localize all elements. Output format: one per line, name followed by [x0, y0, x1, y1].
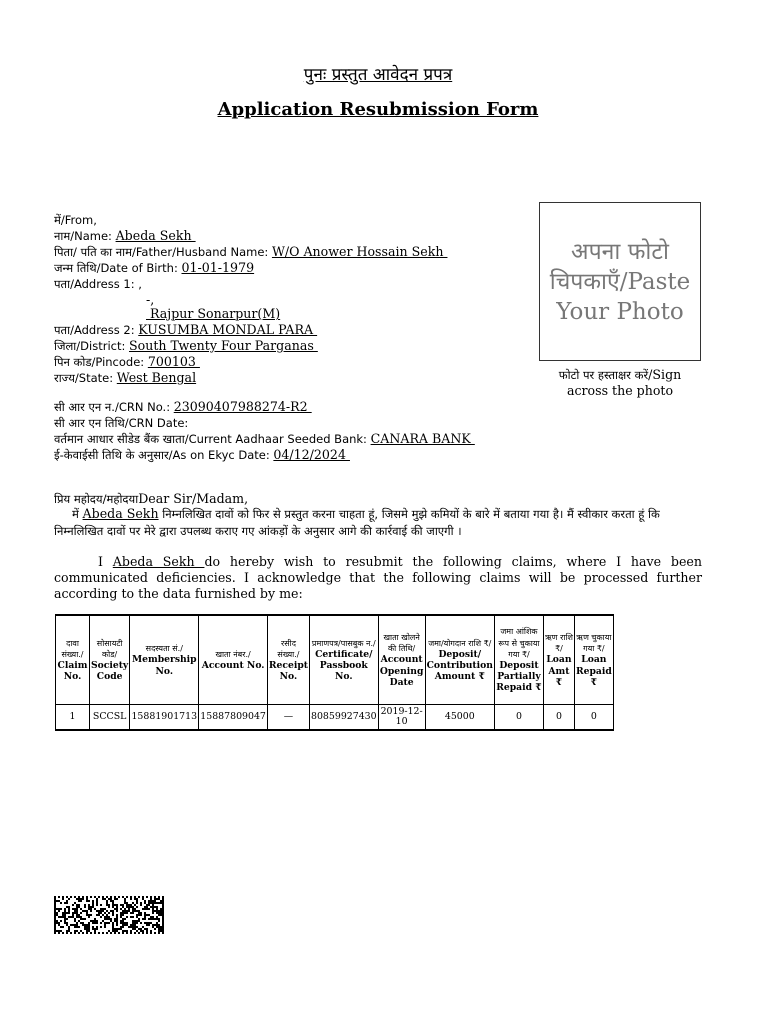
barcode-icon [54, 896, 164, 934]
title-hindi: पुनः प्रस्तुत आवेदन प्रपत्र [303, 65, 453, 85]
district-value: South Twenty Four Parganas [129, 338, 318, 353]
eng-body: do hereby wish to resubmit the following claims, where I have been communicated deficiencies. I acknowledge that the following claims will be processed further according to the data furnished by me: [54, 554, 702, 601]
sign-instruction [530, 367, 710, 399]
col-membership-no: सदस्यता सं./ Membership No. [130, 615, 199, 705]
col-deposit-amount: जमा/योगदान राशि ₹/ Deposit/ Contribution Amount ₹ [425, 615, 494, 705]
state-label: राज्य/State: [54, 371, 117, 385]
cell-claim-no: 1 [56, 705, 90, 731]
table-header-row [56, 615, 614, 705]
salutation-hi: प्रिय महोदय/महोदया [54, 492, 139, 506]
state-value: West Bengal [116, 370, 197, 385]
table-row [56, 705, 614, 731]
sign-line2: across the photo [566, 383, 674, 398]
crn-details [54, 399, 475, 463]
cell-partially-repaid: 0 [494, 705, 543, 731]
address2-value: KUSUMBA MONDAL PARA [138, 322, 318, 337]
claims-table [55, 614, 614, 731]
address1-line2: -, [146, 292, 155, 307]
cell-membership-no: 15881901713 [130, 705, 199, 731]
salutation-en: Dear Sir/Madam, [138, 491, 249, 506]
applicant-details [54, 212, 447, 386]
father-label: पिता/ पति का नाम/Father/Husband Name: [54, 245, 272, 259]
ekyc-label: ई-केवाईसी तिथि के अनुसार/As on Ekyc Date: [54, 448, 274, 462]
crn-value: 23090407988274-R2 [173, 399, 312, 414]
col-opening-date: खाता खोलने की तिथि/ Account Opening Date [378, 615, 425, 705]
cell-certificate-no: 80859927430 [310, 705, 379, 731]
hindi-body: निम्नलिखित दावों को फिर से प्रस्तुत करना चाहता हूं, जिसमे मुझे कमियों के बारे में बताया गया है। मैं स्वीकार करता हूं कि निम्नलिखित दावों पर मेरे द्वारा उपलब्ध कराए गए आंकड़ों के अनुसार आगे की कार्रवाई की जाएगी । [54, 507, 660, 538]
crn-label: सी आर एन न./CRN No.: [54, 400, 174, 414]
cell-account-no: 15887809047 [199, 705, 268, 731]
dob-label: जन्म तिथि/Date of Birth: [54, 261, 182, 275]
hindi-declaration [54, 505, 702, 540]
eng-applicant-name: Abeda Sekh [112, 554, 205, 569]
english-declaration [54, 554, 702, 602]
photo-line2-en: /Paste [619, 268, 691, 295]
address1-line3: Rajpur Sonarpur(M) [146, 306, 281, 321]
crn-date-label: सी आर एन तिथि/CRN Date: [54, 416, 189, 430]
district-label: जिला/District: [54, 339, 129, 353]
cell-society-code: SCCSL [90, 705, 130, 731]
col-claim-no: दावा संख्या./ Claim No. [56, 615, 90, 705]
cell-receipt-no: — [267, 705, 309, 731]
dob-value: 01-01-1979 [181, 260, 255, 275]
col-certificate-no: प्रमाणपत्र/पासबुक न./ Certificate/ Passbook No. [310, 615, 379, 705]
col-loan-amt: ऋण राशि ₹/ Loan Amt ₹ [543, 615, 574, 705]
photo-line1: अपना फोटो [571, 238, 669, 265]
cell-loan-repaid: 0 [574, 705, 613, 731]
cell-deposit-amount: 45000 [425, 705, 494, 731]
pincode-value: 700103 [147, 354, 200, 369]
cell-loan-amt: 0 [543, 705, 574, 731]
ekyc-date: 04/12/2024 [273, 447, 350, 462]
name-label: नाम/Name: [54, 229, 116, 243]
col-receipt-no: रसीद संख्या./ Receipt No. [267, 615, 309, 705]
address1-label: पता/Address 1: , [54, 277, 142, 291]
photo-placeholder [539, 202, 701, 361]
photo-line2-hi: चिपकाएँ [549, 268, 620, 295]
col-loan-repaid: ऋण चुकाया गया ₹/ Loan Repaid ₹ [574, 615, 613, 705]
from-label: में/From, [54, 213, 97, 227]
father-name: W/O Anower Hossain Sekh [271, 244, 448, 259]
sign-en: /Sign [648, 367, 682, 382]
photo-line3: Your Photo [556, 298, 684, 325]
page-title: Application Resubmission Form [217, 99, 539, 120]
sign-hi: फोटो पर हस्ताक्षर करें [558, 368, 649, 382]
col-partially-repaid: जमा आंशिक रूप से चुकाया गया ₹/ Deposit Partially Repaid ₹ [494, 615, 543, 705]
hindi-applicant-name: Abeda Sekh [82, 506, 159, 521]
eng-prefix: I [98, 554, 113, 569]
col-society-code: सोसायटी कोड/ Society Code [90, 615, 130, 705]
address2-label: पता/Address 2: [54, 323, 139, 337]
cell-opening-date: 2019-12-10 [378, 705, 425, 731]
bank-value: CANARA BANK [370, 431, 475, 446]
applicant-name: Abeda Sekh [115, 228, 196, 243]
bank-label: वर्तमान आधार सीडेड बैंक खाता/Current Aadhaar Seeded Bank: [54, 432, 371, 446]
hindi-prefix: में [72, 507, 83, 521]
pincode-label: पिन कोड/Pincode: [54, 355, 148, 369]
col-account-no: खाता नंबर./ Account No. [199, 615, 268, 705]
